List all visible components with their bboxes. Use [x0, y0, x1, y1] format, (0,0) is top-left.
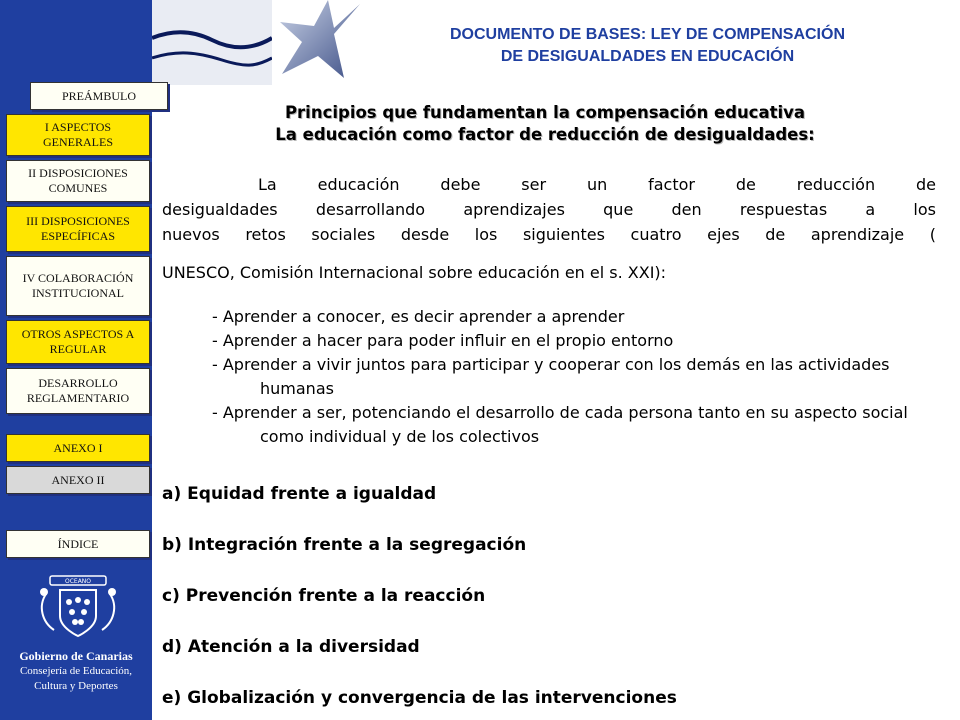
- intro-line-1: La educación debe ser un factor de reducción de: [258, 175, 936, 194]
- document-title: [375, 24, 920, 68]
- waves-icon: [152, 0, 272, 85]
- nav-disposiciones-especificas-button[interactable]: III DISPOSICIONES ESPECÍFICAS: [6, 206, 150, 252]
- star-icon: [272, 0, 372, 85]
- principle-e: e) Globalización y convergencia de las intervenciones: [162, 688, 677, 708]
- nav-preambulo-button[interactable]: PREÁMBULO: [30, 82, 168, 110]
- intro-last-line: UNESCO, Comisión Internacional sobre educación en el s. XXI):: [162, 263, 667, 282]
- coat-of-arms: [28, 572, 128, 642]
- document-title-line2: DE DESIGUALDADES EN EDUCACIÓN: [500, 48, 795, 65]
- section-heading: [160, 102, 930, 146]
- heading-line2: La educación como factor de reducción de desigualdades:: [275, 125, 815, 144]
- principle-a: a) Equidad frente a igualdad: [162, 484, 437, 504]
- department-line1: Consejería de Educación,: [19, 665, 133, 677]
- nav-colaboracion-institucional-button[interactable]: IV COLABORACIÓN INSTITUCIONAL: [6, 256, 150, 316]
- intro-line-3: nuevos retos sociales desde los siguientes cuatro ejes de aprendizaje (: [162, 225, 936, 244]
- nav-anexo-i-button[interactable]: ANEXO I: [6, 434, 150, 462]
- nav-desarrollo-reglamentario-button[interactable]: DESARROLLO REGLAMENTARIO: [6, 368, 150, 414]
- department-line2: Cultura y Deportes: [34, 680, 118, 692]
- principle-d: d) Atención a la diversidad: [162, 637, 420, 657]
- coat-of-arms-icon: [28, 572, 128, 642]
- learning-pillars-list: [212, 305, 937, 449]
- org-name: Gobierno de Canarias: [19, 649, 133, 663]
- intro-paragraph: [162, 172, 936, 247]
- banner-star: [272, 0, 372, 85]
- nav-otros-aspectos-button[interactable]: OTROS ASPECTOS A REGULAR: [6, 320, 150, 364]
- intro-line-2: desigualdades desarrollando aprendizajes que den respuestas a los: [162, 200, 936, 219]
- crest-ribbon-text: OCEANO: [64, 578, 92, 585]
- nav-indice-button[interactable]: ÍNDICE: [6, 530, 150, 558]
- principle-c: c) Prevención frente a la reacción: [162, 586, 486, 606]
- pillar-item: - Aprender a conocer, es decir aprender a aprender: [212, 307, 625, 326]
- pillar-item: - Aprender a hacer para poder influir en el propio entorno: [212, 331, 674, 350]
- nav-disposiciones-comunes-button[interactable]: II DISPOSICIONES COMUNES: [6, 160, 150, 202]
- banner-waves: [152, 0, 272, 85]
- nav-aspectos-generales-button[interactable]: I ASPECTOS GENERALES: [6, 114, 150, 156]
- logo-text: [0, 648, 152, 694]
- pillar-item: - Aprender a ser, potenciando el desarrollo de cada persona tanto en su aspecto social como individual y de los colectivos: [212, 403, 908, 446]
- heading-line1: Principios que fundamentan la compensación educativa: [284, 103, 806, 122]
- nav-anexo-ii-button[interactable]: ANEXO II: [6, 466, 150, 494]
- principle-b: b) Integración frente a la segregación: [162, 535, 527, 555]
- pillar-item: - Aprender a vivir juntos para participar y cooperar con los demás en las actividades humanas: [212, 355, 890, 398]
- document-title-line1: DOCUMENTO DE BASES: LEY DE COMPENSACIÓN: [449, 26, 845, 43]
